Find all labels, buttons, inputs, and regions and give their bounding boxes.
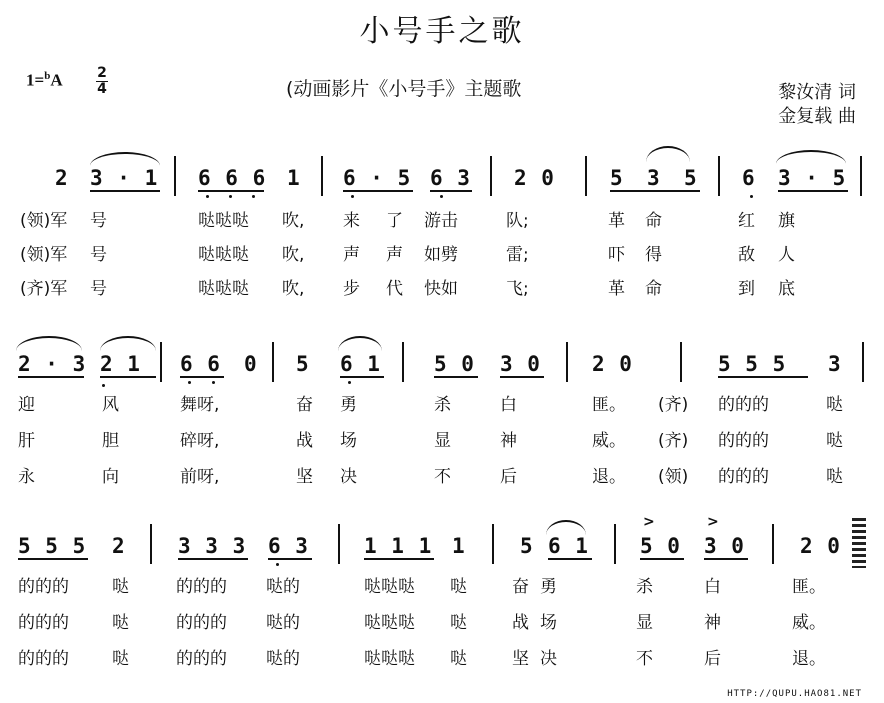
lyric-word: 哒哒哒 — [364, 577, 415, 597]
lyric-word: 后 — [500, 467, 517, 487]
lyric-word: 风 — [102, 395, 119, 415]
lyric-word: 游击 — [424, 211, 458, 231]
note: 6 — [742, 166, 756, 190]
page-title: 小号手之歌 — [359, 14, 525, 49]
lyric-word: 如劈 — [424, 245, 458, 265]
lyric-word: 决 — [340, 467, 357, 487]
lyric-word: 吓 — [608, 245, 625, 265]
lyric-word: 的的的 — [18, 577, 69, 597]
source-url: HTTP://QUPU.HAO81.NET — [727, 689, 862, 699]
lyric-word: 革 — [608, 211, 625, 231]
lyric-word: 敌 — [738, 245, 755, 265]
lyric-word: 匪。 — [792, 577, 826, 597]
lyric-word: 命 — [645, 211, 662, 231]
note-group: 3 0 — [704, 534, 745, 558]
note-group: 2 1 — [100, 352, 141, 376]
lyric-word: 号 — [90, 211, 107, 231]
lyric-word: 哒 — [826, 467, 843, 487]
lyric-word: 吹, — [282, 279, 305, 299]
lyric-word: 哒 — [450, 613, 467, 633]
note-group: 2 0 — [514, 166, 555, 190]
lyric-word: 奋 — [296, 395, 313, 415]
lyric-word: 红 — [738, 211, 755, 231]
lyric-word: 的的的 — [176, 613, 227, 633]
lyric-word: 不 — [434, 467, 451, 487]
note-group: 1 1 1 — [364, 534, 433, 558]
note-group: 6 6 — [180, 352, 221, 376]
lyric-word: 杀 — [636, 577, 653, 597]
lyric-word: 退。 — [792, 649, 826, 669]
lyric-word: 的的的 — [718, 467, 769, 487]
note-group: 5 5 5 — [718, 352, 787, 376]
lyric-word: 迎 — [18, 395, 35, 415]
note-group: 2 · 3 — [18, 352, 87, 376]
lyric-word: 战 — [296, 431, 313, 451]
note-group: 2 0 — [800, 534, 841, 558]
lyric-word: 匪。 — [592, 395, 626, 415]
note-group: 6 1 — [340, 352, 381, 376]
note-group: 6 3 — [268, 534, 309, 558]
lyric-word: 哒哒哒 — [364, 613, 415, 633]
lyric-word: 声 — [386, 245, 403, 265]
note: 5 — [296, 352, 310, 376]
lyric-word: 向 — [102, 467, 119, 487]
lyric-word: 哒哒哒 — [198, 211, 249, 231]
note-group: 6 3 — [430, 166, 471, 190]
lyric-word: 杀 — [434, 395, 451, 415]
accent-mark: > — [643, 514, 655, 530]
lyric-word: 舞呀, — [180, 395, 220, 415]
lyric-word: 哒哒哒 — [364, 649, 415, 669]
note-group: 6 1 — [548, 534, 589, 558]
lyric-word: 号 — [90, 245, 107, 265]
note-group: 3 0 — [500, 352, 541, 376]
lyric-word: 哒 — [450, 577, 467, 597]
lyric-word: 场 — [340, 431, 357, 451]
lyric-word: 后 — [704, 649, 721, 669]
lyric-word: 勇 — [340, 395, 357, 415]
lyric-word: 白 — [500, 395, 517, 415]
time-signature: 2 4 — [97, 65, 107, 97]
note-group: 3 · 1 — [90, 166, 159, 190]
lyric-word: 碎呀, — [180, 431, 220, 451]
lyric-word: 哒的 — [266, 577, 300, 597]
note-group: 3 3 3 — [178, 534, 247, 558]
note: 3 — [647, 166, 661, 190]
note: 2 — [112, 534, 126, 558]
lyric-word: 退。 — [592, 467, 626, 487]
lyric-word: 得 — [645, 245, 662, 265]
scan-edge-mark — [852, 518, 866, 568]
lyric-word: 战 — [512, 613, 529, 633]
lyric-word: 威。 — [592, 431, 626, 451]
lyric-word: (齐) — [658, 395, 689, 415]
note-group: 2 — [55, 166, 69, 190]
lyric-word: 底 — [778, 279, 795, 299]
lyric-word: 哒 — [112, 649, 129, 669]
lyric-word: 的的的 — [18, 613, 69, 633]
lyric-word: 飞; — [506, 279, 529, 299]
lyric-word: 不 — [636, 649, 653, 669]
lyric-word: (领) — [658, 467, 689, 487]
note-group: 3 · 5 — [778, 166, 847, 190]
lyric-word: 的的的 — [176, 577, 227, 597]
note-group: 5 0 — [640, 534, 681, 558]
lyric-word: 显 — [434, 431, 451, 451]
lyric-word: 哒的 — [266, 649, 300, 669]
lyric-word: 人 — [778, 245, 795, 265]
lyric-word: 哒 — [450, 649, 467, 669]
lyric-word: 哒 — [112, 613, 129, 633]
lyric-word: 了 — [386, 211, 403, 231]
lyric-word: 代 — [386, 279, 403, 299]
lyric-word: 哒 — [826, 431, 843, 451]
lyric-word: (领)军 — [20, 211, 68, 231]
lyric-word: 哒哒哒 — [198, 279, 249, 299]
lyric-word: 来 — [343, 211, 360, 231]
lyric-word: 哒的 — [266, 613, 300, 633]
lyric-word: 的的的 — [18, 649, 69, 669]
lyric-word: 到 — [738, 279, 755, 299]
lyric-word: 哒 — [112, 577, 129, 597]
lyric-word: 的的的 — [718, 431, 769, 451]
lyric-word: 哒哒哒 — [198, 245, 249, 265]
lyric-word: 坚 — [296, 467, 313, 487]
lyric-word: 威。 — [792, 613, 826, 633]
lyric-word: 神 — [704, 613, 721, 633]
lyric-word: (领)军 — [20, 245, 68, 265]
lyric-word: 号 — [90, 279, 107, 299]
lyric-word: 哒 — [826, 395, 843, 415]
lyric-word: 勇 — [540, 577, 557, 597]
subtitle: (动画影片《小号手》主题歌 — [286, 78, 522, 100]
note-group: 6 · 5 — [343, 166, 412, 190]
lyric-word: 前呀, — [180, 467, 220, 487]
key-signature: 1=$^b$A — [26, 70, 63, 90]
accent-mark: > — [707, 514, 719, 530]
lyric-word: 旗 — [778, 211, 795, 231]
lyric-word: 的的的 — [176, 649, 227, 669]
note: 5 — [520, 534, 534, 558]
note-group: 6 6 6 — [198, 166, 267, 190]
lyric-word: 革 — [608, 279, 625, 299]
lyric-word: 的的的 — [718, 395, 769, 415]
note-group: 2 0 — [592, 352, 633, 376]
note: 5 — [684, 166, 698, 190]
lyric-word: 场 — [540, 613, 557, 633]
lyric-word: 吹, — [282, 245, 305, 265]
composer-credit: 金复载 曲 — [778, 106, 856, 127]
lyric-word: 白 — [704, 577, 721, 597]
lyric-word: 雷; — [506, 245, 529, 265]
lyric-word: 显 — [636, 613, 653, 633]
note-group: 1 — [287, 166, 301, 190]
lyric-word: 快如 — [424, 279, 458, 299]
note-group: 5 0 — [434, 352, 475, 376]
lyric-word: 坚 — [512, 649, 529, 669]
lyricist-credit: 黎汝清 词 — [778, 82, 856, 103]
lyric-word: (齐) — [658, 431, 689, 451]
lyric-word: 吹, — [282, 211, 305, 231]
lyric-word: 决 — [540, 649, 557, 669]
note: 5 — [610, 166, 624, 190]
lyric-word: 声 — [343, 245, 360, 265]
lyric-word: 肝 — [18, 431, 35, 451]
lyric-word: 队; — [506, 211, 529, 231]
note: 0 — [244, 352, 258, 376]
note-group: 5 5 5 — [18, 534, 87, 558]
note: 3 — [828, 352, 842, 376]
lyric-word: 永 — [18, 467, 35, 487]
lyric-word: 步 — [343, 279, 360, 299]
lyric-word: 神 — [500, 431, 517, 451]
note: 1 — [452, 534, 466, 558]
lyric-word: 命 — [645, 279, 662, 299]
lyric-word: 胆 — [102, 431, 119, 451]
lyric-word: (齐)军 — [20, 279, 68, 299]
lyric-word: 奋 — [512, 577, 529, 597]
